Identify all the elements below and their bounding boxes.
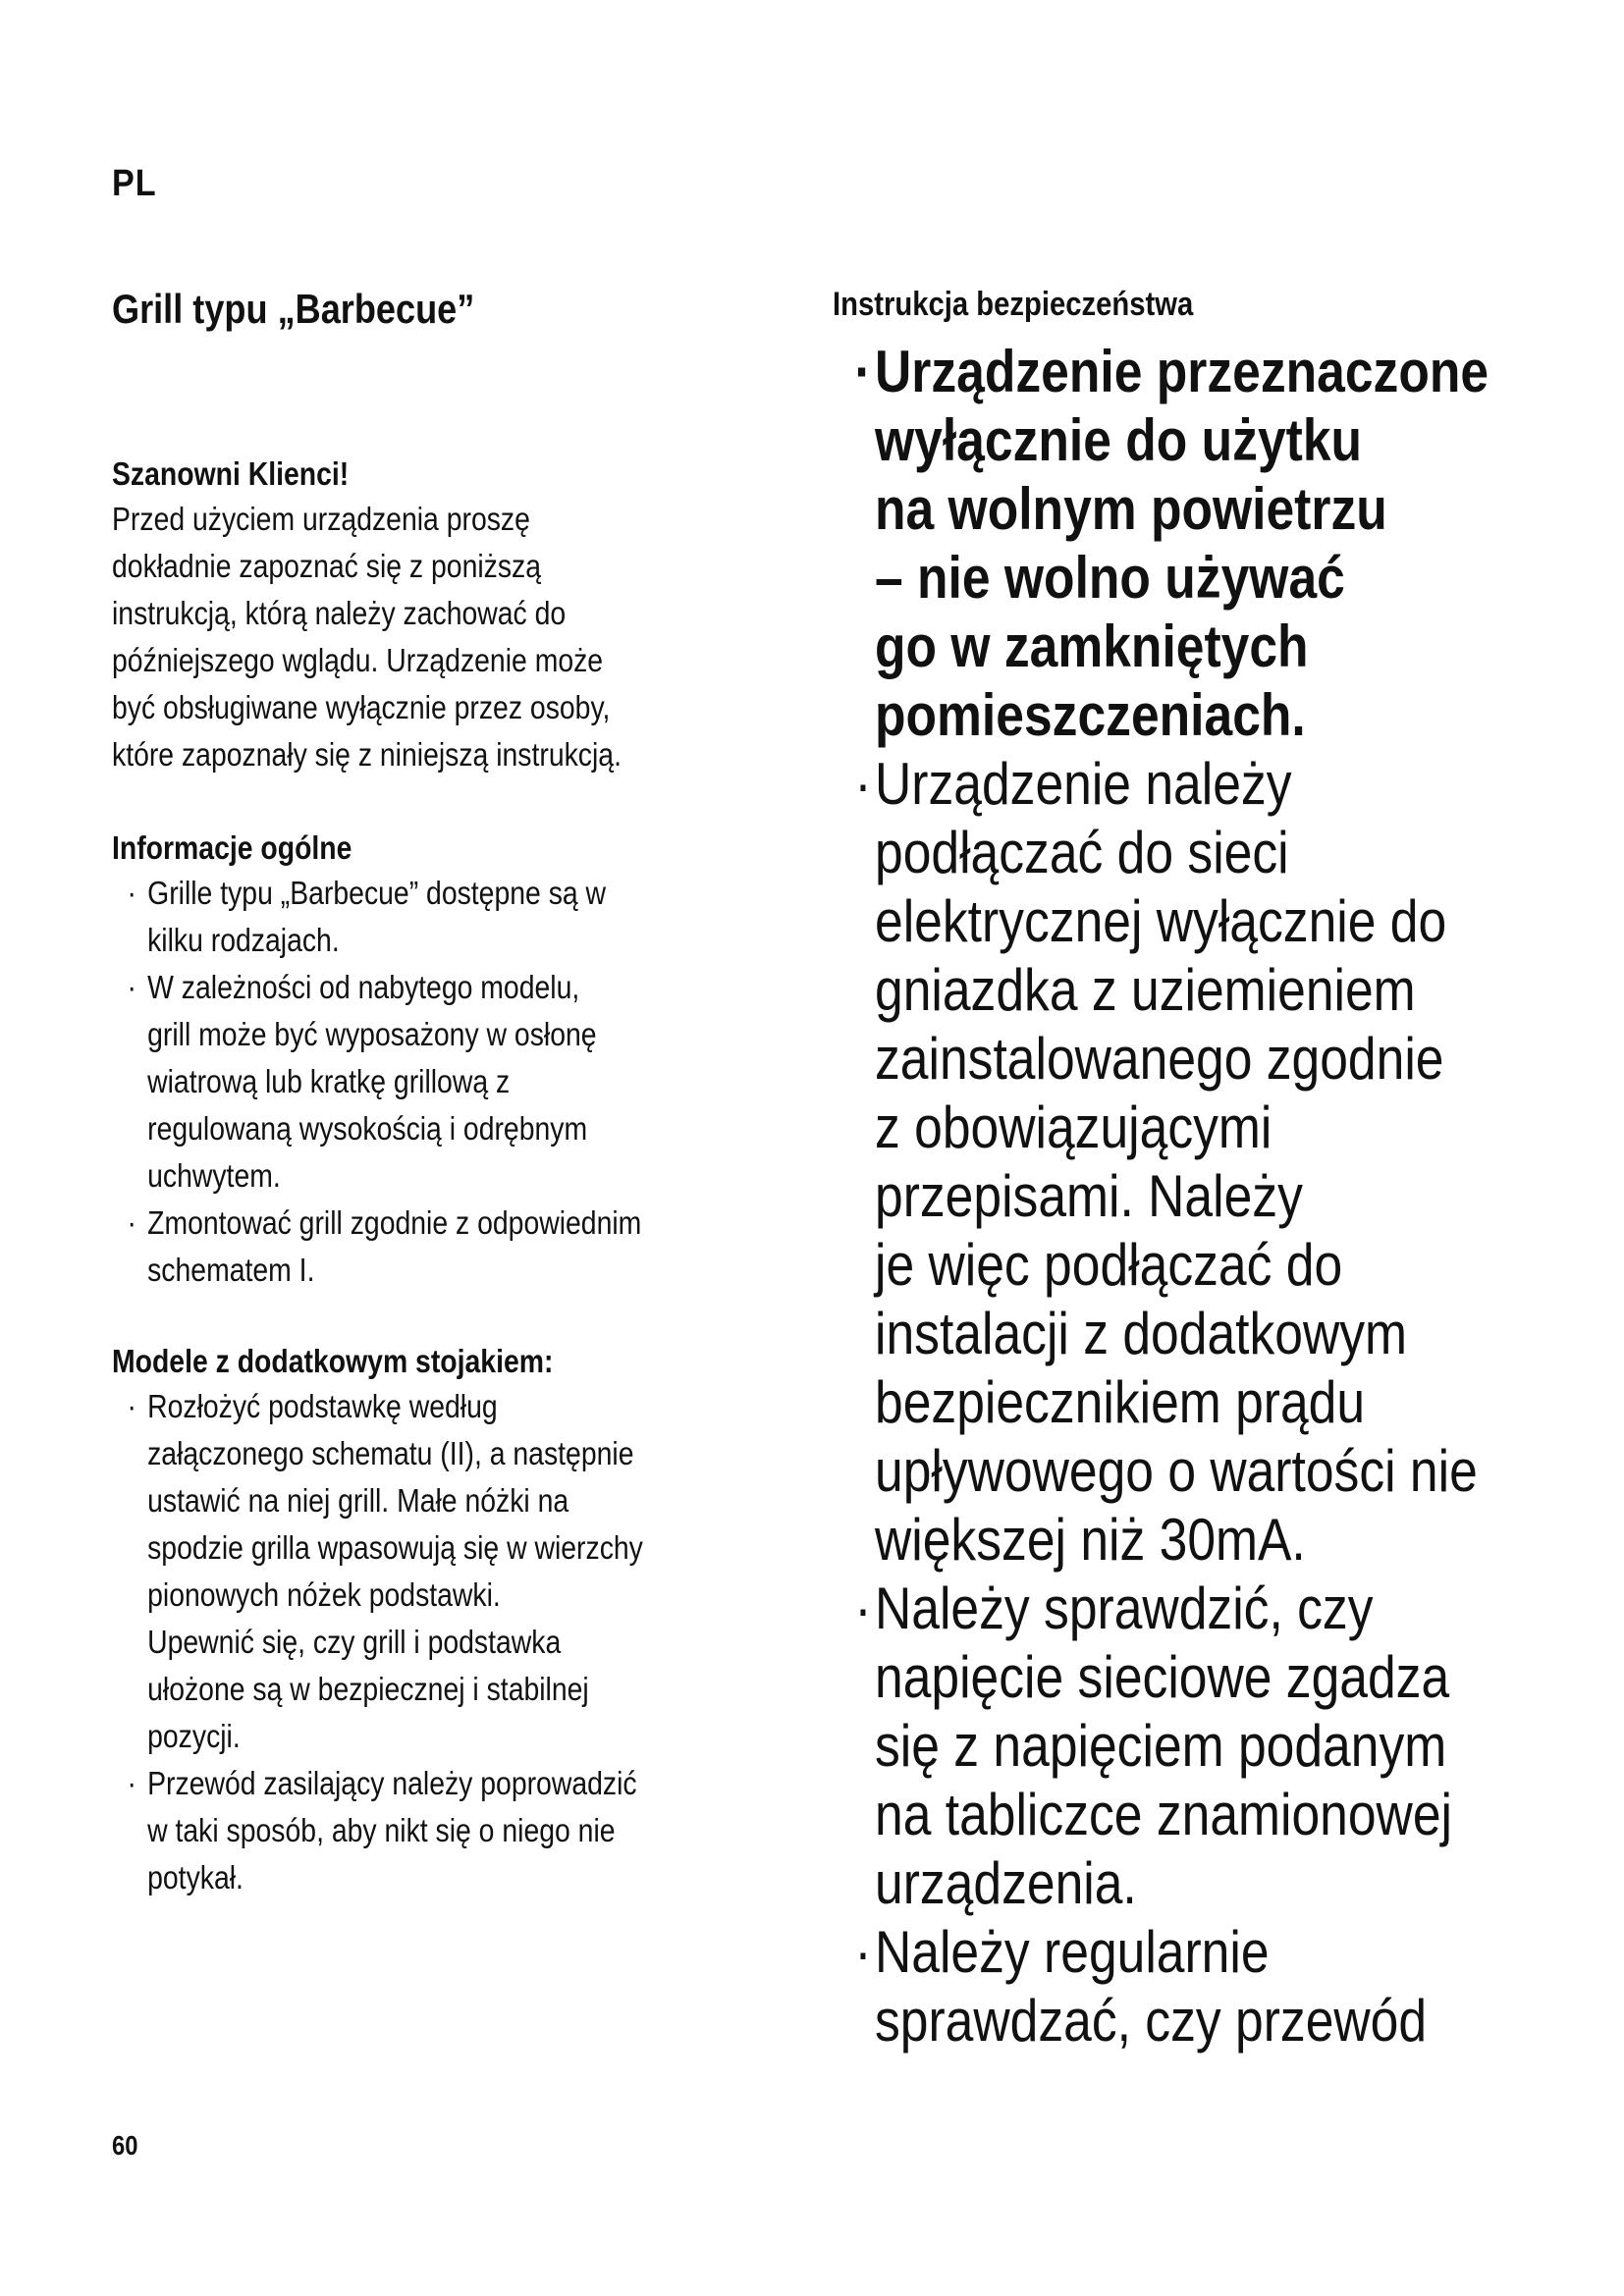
left-column-text xyxy=(112,285,686,1901)
list-item: · Grille typu „Barbecue” dostępne są w kilku rodzajach. xyxy=(112,870,686,964)
greeting-line: dokładnie zapoznać się z poniższą xyxy=(112,548,542,585)
bullet-icon: · xyxy=(127,875,136,912)
greeting-paragraph xyxy=(112,496,686,778)
list-item: · Rozłożyć podstawkę według załączonego schematu (II), a następnie ustawić na niej grill. Małe nóżki na spodzie grilla wpasowują się w wierzchy pionowych nóżek podstawki. Upewnić się, czy grill i podstawka ułożone są w bezpiecznej i stabilnej pozycji. xyxy=(112,1383,686,1760)
list-item: · Należy regularnie sprawdzać, czy przewód xyxy=(854,1919,1428,2055)
general-info-heading: Informacje ogólne xyxy=(112,829,352,867)
greeting-line: późniejszego wglądu. Urządzenie może xyxy=(112,642,604,679)
list-item: · Zmontować grill zgodnie z odpowiednim schematem I. xyxy=(112,1200,686,1294)
general-info-list xyxy=(112,870,686,1294)
language-code: PL xyxy=(112,163,157,204)
safety-list xyxy=(833,338,1489,2056)
greeting-line: które zapoznały się z niniejszą instrukcją. xyxy=(112,736,622,774)
document-title: Grill typu „Barbecue” xyxy=(112,286,475,332)
greeting-line: instrukcją, którą należy zachować do xyxy=(112,595,567,632)
greeting-line: być obsługiwane wyłącznie przez osoby, xyxy=(112,689,611,726)
right-column xyxy=(833,283,1540,2056)
left-column xyxy=(112,285,780,1901)
models-list xyxy=(112,1383,686,1901)
models-heading: Modele z dodatkowym stojakiem: xyxy=(112,1343,554,1380)
bullet-icon: · xyxy=(127,969,136,1006)
greeting-line: Przed użyciem urządzenia proszę xyxy=(112,501,530,538)
bullet-icon: · xyxy=(854,1919,872,1986)
bullet-icon: · xyxy=(127,1765,136,1802)
list-item: · Przewód zasilający należy poprowadzić w taki sposób, aby nikt się o niego nie potykał. xyxy=(112,1760,686,1901)
bullet-icon: · xyxy=(854,339,872,405)
greeting-heading: Szanowni Klienci! xyxy=(112,455,350,493)
list-item: · Urządzenie należy podłączać do sieci elektrycznej wyłącznie do gniazdka z uziemieniem zainstalowanego zgodnie z obowiązującymi przepisami. Należy je więc podłączać do instalacji z dodatkowym bezpiecznikiem prądu upływowego o wartości nie większej niż 30mA. xyxy=(854,751,1478,1574)
bullet-icon: · xyxy=(854,751,872,818)
list-item: · Urządzenie przeznaczone wyłącznie do użytku na wolnym powietrzu – nie wolno używać go w zamkniętych pomieszczeniach. xyxy=(854,339,1489,749)
page-number: 60 xyxy=(112,2130,138,2161)
safety-heading: Instrukcja bezpieczeństwa xyxy=(833,286,1194,323)
bullet-icon: · xyxy=(127,1204,136,1242)
bullet-icon: · xyxy=(854,1575,872,1642)
right-column-text xyxy=(833,283,1489,2056)
list-item: · Należy sprawdzić, czy napięcie sieciowe zgadza się z napięciem podanym na tabliczce znamionowej urządzenia. xyxy=(854,1575,1452,1917)
bullet-icon: · xyxy=(127,1388,136,1425)
list-item: · W zależności od nabytego modelu, grill może być wyposażony w osłonę wiatrową lub kratkę grillową z regulowaną wysokością i odrębnym uchwytem. xyxy=(112,964,686,1200)
